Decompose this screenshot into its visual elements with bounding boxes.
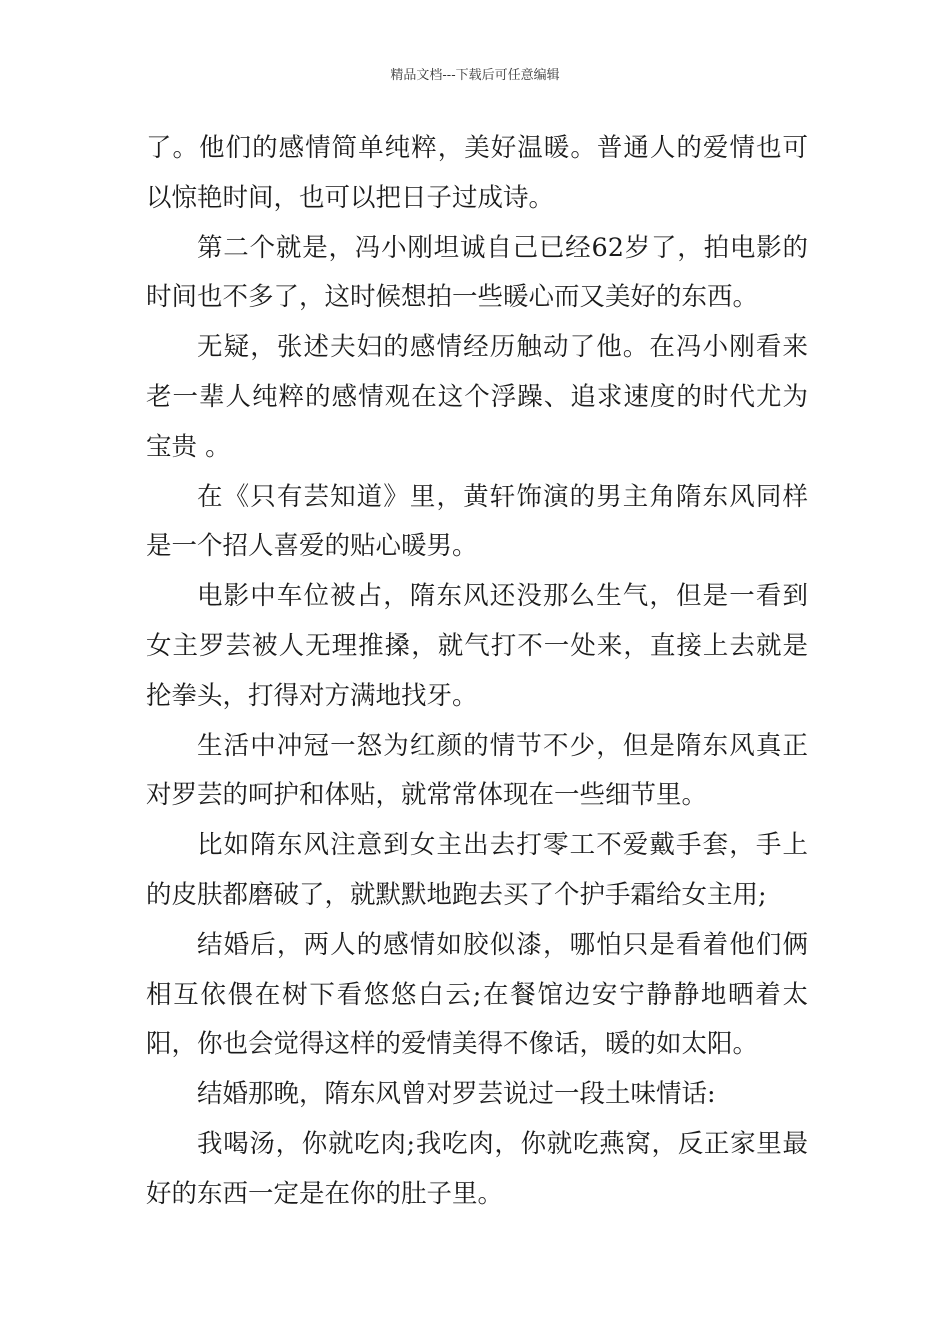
paragraph-4: 在《只有芸知道》里，黄轩饰演的男主角隋东风同样是一个招人喜爱的贴心暖男。 <box>146 481 808 562</box>
paragraph-7: 比如隋东风注意到女主出去打零工不爱戴手套，手上的皮肤都磨破了，就默默地跑去买了个护手霜给女主用; <box>146 830 808 910</box>
paragraph-10: 我喝汤，你就吃肉;我吃肉，你就吃燕窝，反正家里最好的东西一定是在你的肚子里。 <box>146 1128 808 1209</box>
paragraph-9: 结婚那晚，隋东风曾对罗芸说过一段土味情话: <box>197 1079 716 1110</box>
document-body <box>146 124 808 1220</box>
paragraph-5: 电影中车位被占，隋东风还没那么生气，但是一看到女主罗芸被人无理推搡，就气打不一处来，直接上去就是抡拳头，打得对方满地找牙。 <box>146 581 808 711</box>
paragraph-2: 第二个就是，冯小刚坦诚自己已经62岁了，拍电影的时间也不多了，这时候想拍一些暖心而又美好的东西。 <box>146 232 808 313</box>
page-header: 精品文档---下载后可任意编辑 <box>390 68 560 83</box>
paragraph-8: 结婚后，两人的感情如胶似漆，哪怕只是看着他们俩相互依偎在树下看悠悠白云;在餐馆边安宁静静地晒着太阳，你也会觉得这样的爱情美得不像话，暖的如太阳。 <box>146 929 808 1060</box>
paragraph-3: 无疑，张述夫妇的感情经历触动了他。在冯小刚看来老一辈人纯粹的感情观在这个浮躁、追求速度的时代尤为宝贵 。 <box>146 332 808 462</box>
paragraph-6: 生活中冲冠一怒为红颜的情节不少，但是隋东风真正对罗芸的呵护和体贴，就常常体现在一些细节里。 <box>146 730 808 811</box>
paragraph-1: 了。他们的感情简单纯粹，美好温暖。普通人的爱情也可以惊艳时间，也可以把日子过成诗。 <box>146 133 808 213</box>
